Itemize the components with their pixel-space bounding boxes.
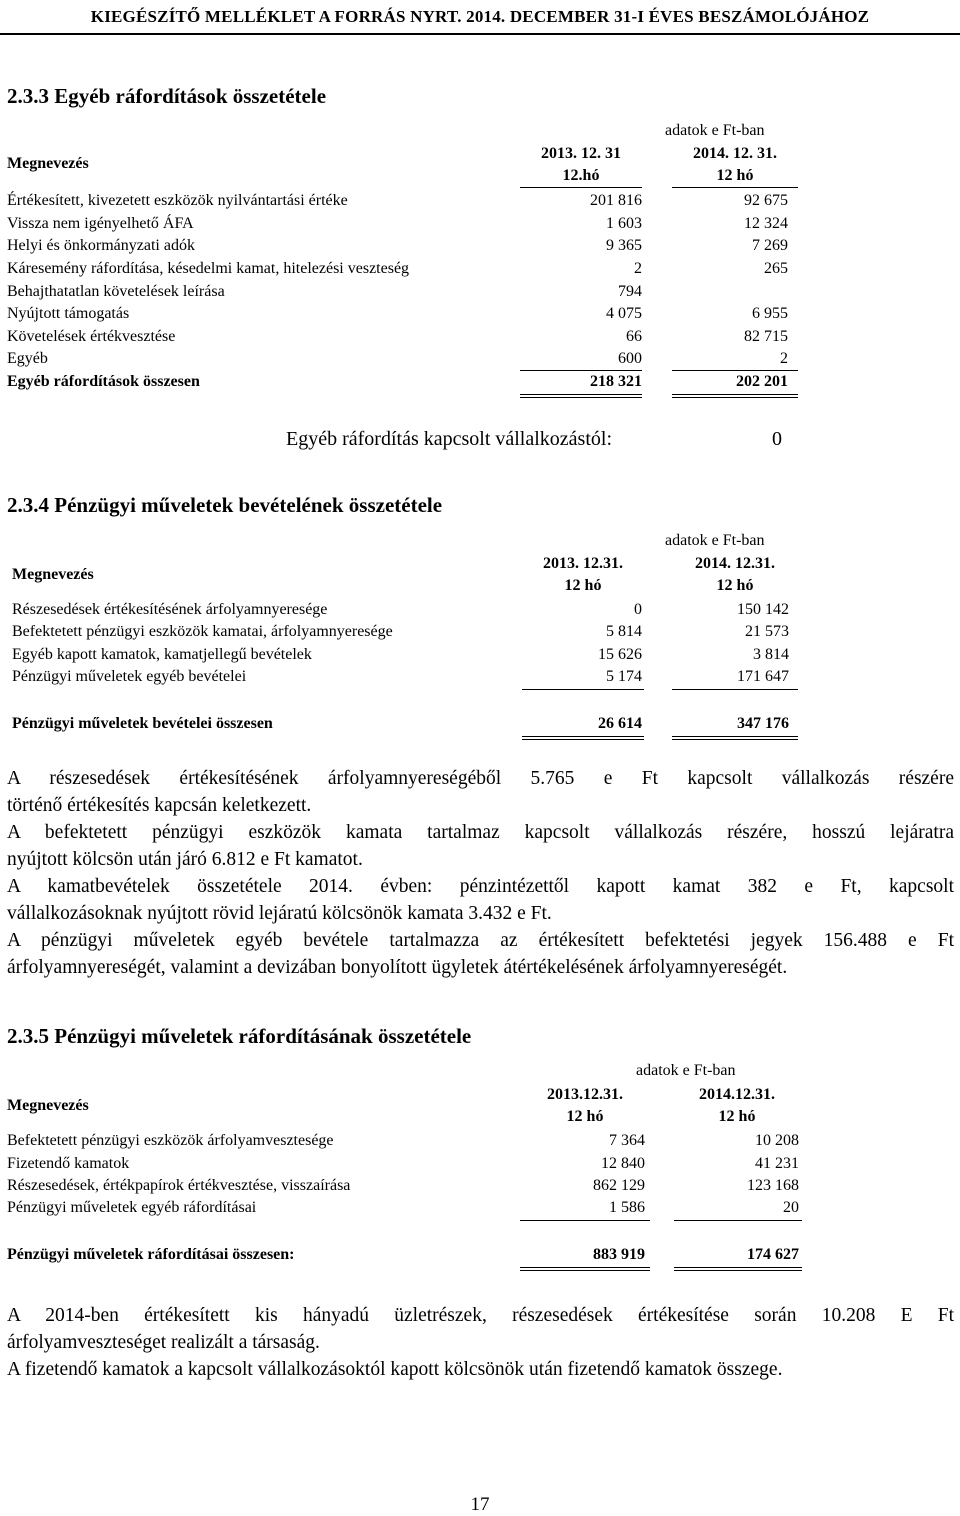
- double-rule: [520, 394, 642, 395]
- column-header-2014-sub: 12 hó: [718, 1108, 756, 1125]
- double-rule: [674, 1267, 802, 1268]
- total-rule: [520, 370, 642, 371]
- table-cell: 21 573: [745, 623, 789, 640]
- page-number: 17: [470, 1494, 490, 1515]
- paragraph-234: [7, 765, 954, 981]
- double-rule: [520, 397, 642, 398]
- unit-label: adatok e Ft-ban: [636, 1062, 736, 1079]
- table-cell: 862 129: [593, 1177, 645, 1194]
- total-cell: 202 201: [736, 373, 788, 390]
- double-rule: [522, 736, 644, 737]
- table-row-label: Behajthatatlan követelések leírása: [7, 283, 225, 300]
- table-cell: 1 603: [606, 215, 642, 232]
- subtotal-rule: [520, 1220, 650, 1221]
- unit-label: adatok e Ft-ban: [665, 532, 765, 549]
- table-row-label: Egyéb kapott kamatok, kamatjellegű bevételek: [12, 646, 312, 663]
- table-cell: 5 174: [606, 668, 642, 685]
- table-cell: 794: [618, 283, 642, 300]
- double-rule: [672, 397, 798, 398]
- table-row-label: Egyéb: [7, 350, 48, 367]
- column-header-2013-sub: 12.hó: [562, 167, 600, 184]
- section-title-234: 2.3.4 Pénzügyi műveletek bevételének összetétele: [7, 493, 443, 517]
- table-row-label: Káresemény ráfordítása, késedelmi kamat, hitelezési veszteség: [7, 260, 410, 277]
- column-header-2014-sub: 12 hó: [716, 167, 754, 184]
- column-header-2013: 2013.12.31.: [547, 1086, 623, 1103]
- paragraph-line: A pénzügyi műveletek egyéb bevétele tartalmazza az értékesített befektetési jegyek 156.488 e Ft: [7, 930, 954, 951]
- double-rule: [674, 1270, 802, 1271]
- table-cell: 20: [783, 1199, 799, 1216]
- total-row-label: Pénzügyi műveletek ráfordításai összesen:: [7, 1246, 295, 1263]
- table-row-label: Pénzügyi műveletek egyéb bevételei: [12, 668, 247, 685]
- paragraph-line: nyújtott kölcsön után járó 6.812 e Ft kamatot.: [7, 849, 363, 870]
- section-title-233: 2.3.3 Egyéb ráfordítások összetétele: [7, 84, 327, 108]
- total-cell: 347 176: [737, 715, 789, 732]
- table-row-label: Befektetett pénzügyi eszközök kamatai, árfolyamnyeresége: [12, 623, 393, 640]
- table-cell: 7 364: [609, 1132, 645, 1149]
- table-row-label: Részesedések, értékpapírok értékvesztése, visszaírása: [7, 1177, 351, 1194]
- paragraph-line: A kamatbevételek összetétele 2014. évben: pénzintézettől kapott kamat 382 e Ft, kapcsolt: [7, 876, 954, 897]
- column-header-2013-sub: 12 hó: [564, 577, 602, 594]
- table-cell: 201 816: [590, 192, 642, 209]
- table-row-label: Nyújtott támogatás: [7, 305, 130, 322]
- table-cell: 7 269: [752, 237, 788, 254]
- table-cell: 4 075: [606, 305, 642, 322]
- column-header-2014: 2014. 12.31.: [695, 555, 775, 572]
- column-header-name: Megnevezés: [7, 1097, 89, 1114]
- table-row-label: Fizetendő kamatok: [7, 1155, 130, 1172]
- total-rule: [672, 370, 798, 371]
- table-cell: 123 168: [747, 1177, 799, 1194]
- related-party-note: Egyéb ráfordítás kapcsolt vállalkozástól:: [286, 428, 613, 450]
- table-cell: 9 365: [606, 237, 642, 254]
- table-cell: 6 955: [752, 305, 788, 322]
- paragraph-line: A fizetendő kamatok a kapcsolt vállalkozásoktól kapott kölcsönök után fizetendő kamatok összege.: [7, 1359, 783, 1380]
- paragraph-line: történő értékesítés kapcsán keletkezett.: [7, 795, 312, 816]
- table-row-label: Vissza nem igényelhető ÁFA: [7, 215, 194, 232]
- page-header: KIEGÉSZÍTŐ MELLÉKLET A FORRÁS NYRT. 2014. DECEMBER 31-I ÉVES BESZÁMOLÓJÁHOZ: [90, 7, 870, 26]
- paragraph-line: vállalkozásoknak nyújtott rövid lejáratú kölcsönök kamata 3.432 e Ft.: [7, 903, 552, 924]
- total-cell: 174 627: [747, 1246, 799, 1263]
- total-cell: 26 614: [598, 715, 642, 732]
- column-header-name: Megnevezés: [12, 566, 94, 583]
- subtotal-rule: [672, 689, 798, 690]
- table-row-label: Helyi és önkormányzati adók: [7, 237, 195, 254]
- table-row-label: Értékesített, kivezetett eszközök nyilvántartási értéke: [7, 192, 348, 209]
- double-rule: [520, 1267, 650, 1268]
- table-row-label: Követelések értékvesztése: [7, 328, 176, 345]
- table-cell: 2: [634, 260, 642, 277]
- subtotal-rule: [674, 1220, 802, 1221]
- double-rule: [672, 739, 798, 740]
- header-underline: [520, 187, 642, 188]
- table-cell: 0: [634, 601, 642, 618]
- column-header-name: Megnevezés: [7, 155, 89, 172]
- table-cell: 15 626: [598, 646, 642, 663]
- header-underline: [672, 187, 798, 188]
- column-header-2013: 2013. 12. 31: [541, 145, 621, 162]
- paragraph-235: [7, 1302, 954, 1383]
- unit-label: adatok e Ft-ban: [665, 122, 765, 139]
- column-header-2014-sub: 12 hó: [716, 577, 754, 594]
- total-row-label: Pénzügyi műveletek bevételei összesen: [12, 715, 273, 732]
- table-cell: 600: [618, 350, 642, 367]
- table-cell: 41 231: [755, 1155, 799, 1172]
- column-header-2013-sub: 12 hó: [566, 1108, 604, 1125]
- table-cell: 12 324: [744, 215, 788, 232]
- table-cell: 3 814: [753, 646, 789, 663]
- paragraph-line: A 2014-ben értékesített kis hányadú üzletrészek, részesedések értékesítése során 10.208 E Ft: [7, 1305, 954, 1326]
- related-party-value: 0: [772, 428, 782, 450]
- table-cell: 265: [764, 260, 788, 277]
- double-rule: [522, 739, 644, 740]
- double-rule: [672, 736, 798, 737]
- header-divider: [0, 33, 960, 35]
- table-cell: 12 840: [601, 1155, 645, 1172]
- total-cell: 883 919: [593, 1246, 645, 1263]
- table-cell: 2: [780, 350, 788, 367]
- total-row-label: Egyéb ráfordítások összesen: [7, 373, 200, 390]
- table-cell: 171 647: [737, 668, 789, 685]
- table-cell: 5 814: [606, 623, 642, 640]
- table-cell: 92 675: [744, 192, 788, 209]
- subtotal-rule: [522, 689, 644, 690]
- table-cell: 10 208: [755, 1132, 799, 1149]
- double-rule: [520, 1270, 650, 1271]
- section-title-235: 2.3.5 Pénzügyi műveletek ráfordításának összetétele: [7, 1024, 472, 1048]
- table-cell: 66: [626, 328, 642, 345]
- column-header-2014: 2014. 12. 31.: [693, 145, 777, 162]
- table-row-label: Pénzügyi műveletek egyéb ráfordításai: [7, 1199, 257, 1216]
- table-row-label: Részesedések értékesítésének árfolyamnyeresége: [12, 601, 328, 618]
- column-header-2014: 2014.12.31.: [699, 1086, 775, 1103]
- column-header-2013: 2013. 12.31.: [543, 555, 623, 572]
- table-cell: 1 586: [609, 1199, 645, 1216]
- paragraph-line: A befektetett pénzügyi eszközök kamata tartalmaz kapcsolt vállalkozás részére, hosszú lejáratra: [7, 822, 954, 843]
- table-row-label: Befektetett pénzügyi eszközök árfolyamvesztesége: [7, 1132, 334, 1149]
- paragraph-line: A részesedések értékesítésének árfolyamnyereségéből 5.765 e Ft kapcsolt vállalkozás részére: [7, 768, 954, 789]
- paragraph-line: árfolyamnyereségét, valamint a devizában bonyolított ügyletek átértékelésének árfolyamnyereségét.: [7, 957, 788, 978]
- total-cell: 218 321: [590, 373, 642, 390]
- double-rule: [672, 394, 798, 395]
- table-cell: 82 715: [744, 328, 788, 345]
- paragraph-line: árfolyamveszteséget realizált a társaság.: [7, 1332, 320, 1353]
- table-cell: 150 142: [737, 601, 789, 618]
